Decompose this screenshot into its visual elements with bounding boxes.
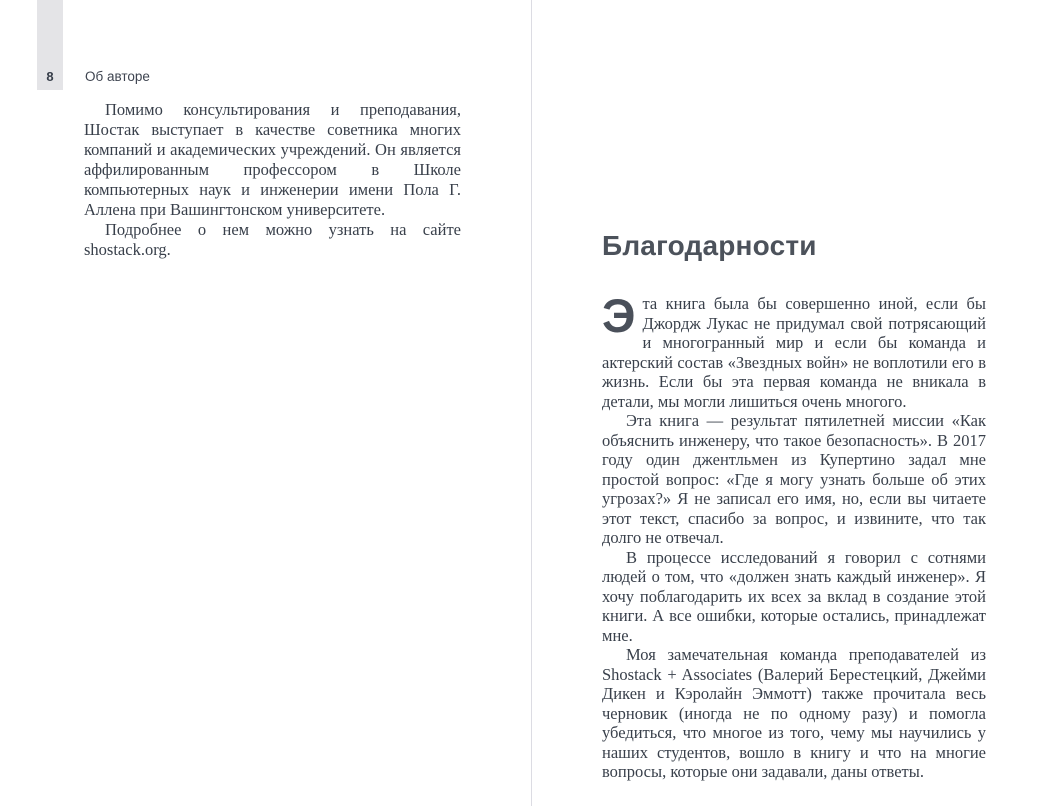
chapter-heading: Благодарности (602, 230, 817, 261)
paragraph: Помимо консультирования и преподавания, Шостак выступает в качестве советника многих компаний и академических учреждений. Он является аффилированным профессором в Школе компьютерных наук и инженерии имени Пола Г. Аллена при Вашингтонском университете. (84, 100, 461, 219)
page-number-tab (37, 0, 63, 90)
drop-cap: Э (602, 289, 636, 342)
right-page-body (602, 289, 986, 782)
running-header: Об авторе (85, 69, 150, 84)
paragraph (602, 289, 986, 411)
left-page-body (84, 100, 461, 260)
paragraph-text: та книга была бы совершенно иной, если бы Джордж Лукас не придумал свой потрясающий и многогранный мир и если бы команда и актерский состав «Звездных войн» не воплотили его в жизнь. Если бы эта первая команда не вникала в детали, мы могли лишиться очень многого. (602, 294, 986, 411)
paragraph: Моя замечательная команда преподавателей из Shostack + Associates (Валерий Берестецкий, Джейми Дикен и Кэролайн Эммотт) также прочитала весь черновик (иногда не по одному разу) и помогла убедиться, что многое из того, чему мы научились у наших студентов, вошло в книгу и что на многие вопросы, которые они задавали, даны ответы. (602, 645, 986, 781)
paragraph: В процессе исследований я говорил с сотнями людей о том, что «должен знать каждый инженер». Я хочу поблагодарить их всех за вклад в создание этой книги. А все ошибки, которые остались, принадлежат мне. (602, 547, 986, 645)
right-page (532, 0, 1061, 806)
paragraph: Подробнее о нем можно узнать на сайте shostack.org. (84, 220, 461, 259)
paragraph: Эта книга — результат пятилетней миссии «Как объяснить инженеру, что такое безопасность». В 2017 году один джентльмен из Купертино задал мне простой вопрос: «Где я могу узнать больше об этих угрозах?» Я не записал его имя, но, если вы читаете этот текст, спасибо за вопрос, и извините, что так долго не отвечал. (602, 411, 986, 547)
page-number: 8 (46, 69, 54, 84)
